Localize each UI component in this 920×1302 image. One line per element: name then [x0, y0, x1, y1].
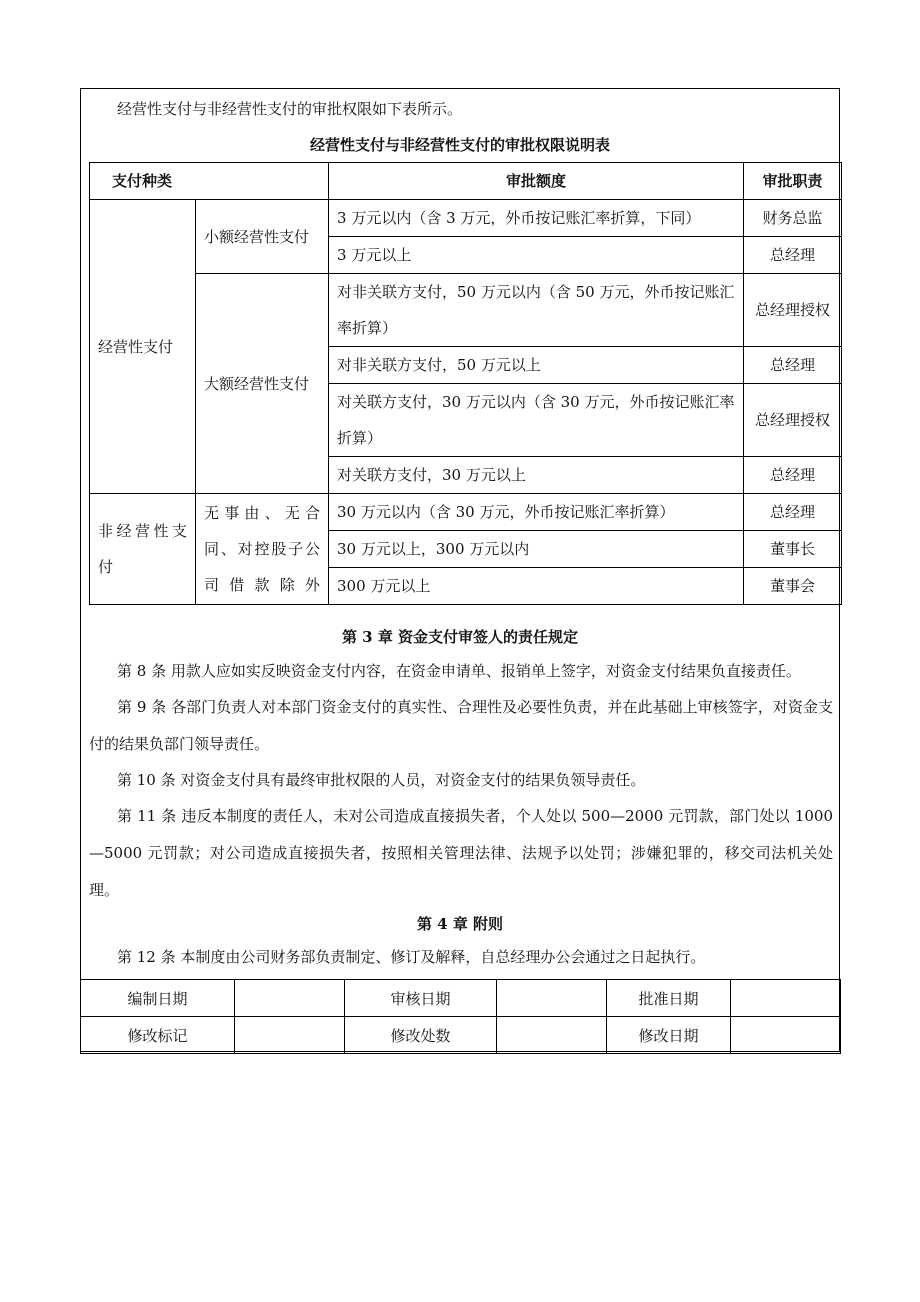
amount-cell: 30 万元以上，300 万元以内 [329, 531, 744, 568]
chapter-4-heading: 第 4 章 附则 [416, 915, 504, 933]
revision-count-field[interactable] [497, 1017, 607, 1054]
amount-cell: 对关联方支付，30 万元以上 [329, 457, 744, 494]
table-row [90, 274, 842, 347]
article-11: 第 11 条 违反本制度的责任人，未对公司造成直接损失者，个人处以 500—2000 元罚款，部门处以 1000—5000 元罚款；对公司造成直接损失者，按照相关管理法律、法规予以处罚；涉嫌犯罪的，移交司法机关处理。 [89, 807, 833, 899]
duty-cell: 董事会 [744, 568, 842, 605]
review-date-label: 审核日期 [345, 980, 497, 1017]
table-title: 经营性支付与非经营性支付的审批权限说明表 [309, 136, 610, 154]
table-row [90, 494, 842, 531]
approve-date-field[interactable] [731, 980, 841, 1017]
article-9: 第 9 条 各部门负责人对本部门资金支付的真实性、合理性及必要性负责，并在此基础上审核签字，对资金支付的结果负部门领导责任。 [89, 698, 833, 753]
small-operating-cell: 小额经营性支付 [196, 200, 329, 274]
article-8: 第 8 条 用款人应如实反映资金支付内容，在资金申请单、报销单上签字，对资金支付结果负直接责任。 [117, 662, 801, 680]
revision-date-label: 修改日期 [607, 1017, 731, 1054]
duty-cell: 总经理 [744, 237, 842, 274]
revision-mark-label: 修改标记 [81, 1017, 235, 1054]
non-operating-payment-cell: 非经营性支付 [90, 494, 196, 605]
review-date-field[interactable] [497, 980, 607, 1017]
intro-text: 经营性支付与非经营性支付的审批权限如下表所示。 [117, 100, 463, 118]
article-12: 第 12 条 本制度由公司财务部负责制定、修订及解释，自总经理办公会通过之日起执行。 [117, 948, 706, 966]
large-operating-cell: 大额经营性支付 [196, 274, 329, 494]
amount-cell: 3 万元以上 [329, 237, 744, 274]
article-10: 第 10 条 对资金支付具有最终审批权限的人员，对资金支付的结果负领导责任。 [117, 771, 646, 789]
duty-cell: 总经理 [744, 347, 842, 384]
duty-cell: 财务总监 [744, 200, 842, 237]
header-approval-amount: 审批额度 [329, 163, 744, 200]
operating-payment-cell: 经营性支付 [90, 200, 196, 494]
chapter-3-heading: 第 3 章 资金支付审签人的责任规定 [341, 628, 579, 646]
header-approval-duty: 审批职责 [744, 163, 842, 200]
sign-row [81, 980, 841, 1017]
header-payment-type: 支付种类 [90, 163, 329, 200]
non-operating-desc-cell: 无事由、无合同、对控股子公司借款除外 [196, 494, 329, 605]
revision-date-field[interactable] [731, 1017, 841, 1054]
compile-date-label: 编制日期 [81, 980, 235, 1017]
amount-cell: 对关联方支付，30 万元以内（含 30 万元，外币按记账汇率折算） [329, 384, 744, 457]
duty-cell: 董事长 [744, 531, 842, 568]
amount-cell: 300 万元以上 [329, 568, 744, 605]
duty-cell: 总经理授权 [744, 384, 842, 457]
amount-cell: 对非关联方支付，50 万元以上 [329, 347, 744, 384]
duty-cell: 总经理授权 [744, 274, 842, 347]
amount-cell: 30 万元以内（含 30 万元，外币按记账汇率折算） [329, 494, 744, 531]
amount-cell: 对非关联方支付，50 万元以内（含 50 万元，外币按记账汇率折算） [329, 274, 744, 347]
document-frame [80, 88, 840, 1052]
sign-row [81, 1017, 841, 1054]
sign-off-table [80, 979, 841, 1054]
revision-mark-field[interactable] [235, 1017, 345, 1054]
duty-cell: 总经理 [744, 494, 842, 531]
amount-cell: 3 万元以内（含 3 万元，外币按记账汇率折算，下同） [329, 200, 744, 237]
approve-date-label: 批准日期 [607, 980, 731, 1017]
table-header-row [90, 163, 842, 200]
duty-cell: 总经理 [744, 457, 842, 494]
revision-count-label: 修改处数 [345, 1017, 497, 1054]
table-row [90, 200, 842, 237]
compile-date-field[interactable] [235, 980, 345, 1017]
approval-authority-table [89, 162, 842, 605]
